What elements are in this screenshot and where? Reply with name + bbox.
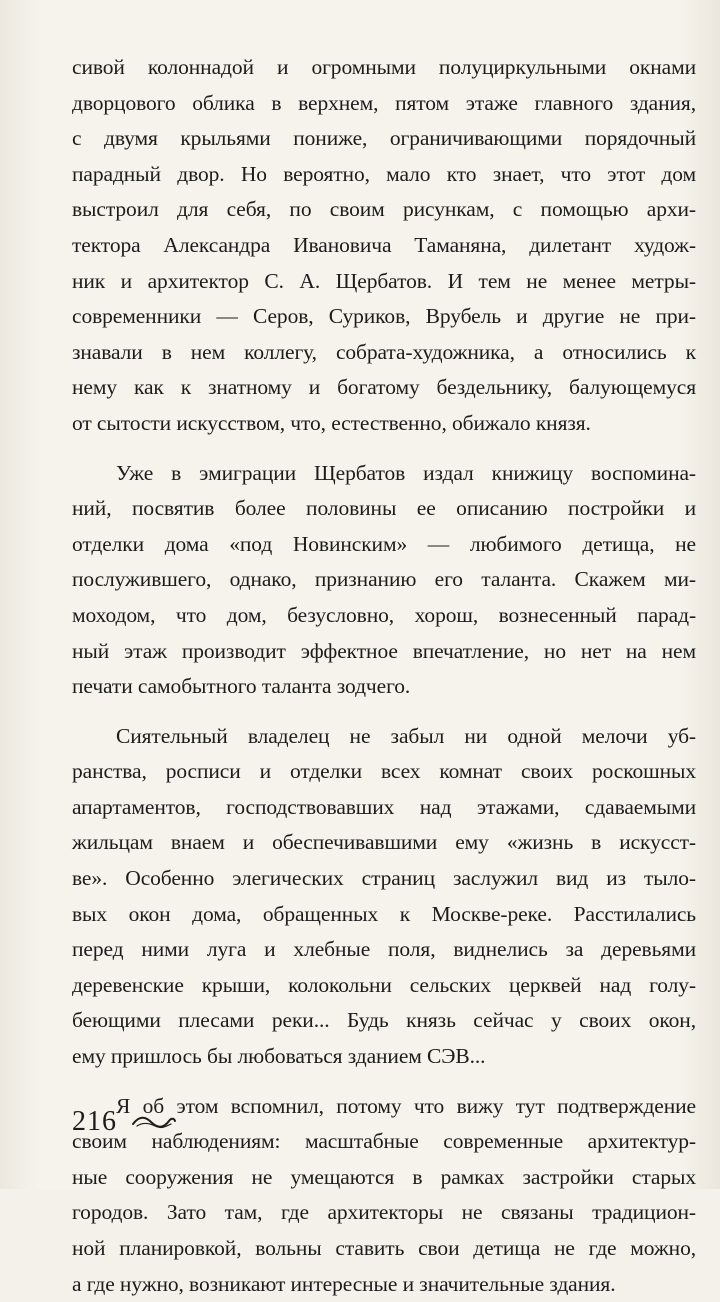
text-line: дворцового облика в верхнем, пятом этаже главного здания, xyxy=(72,90,696,115)
paragraph-3 xyxy=(72,719,696,1075)
text-line: своим наблюдениям: масштабные современные архитектур- xyxy=(72,1129,696,1154)
paragraph-1 xyxy=(72,50,696,442)
text-line: тектора Александра Ивановича Таманяна, дилетант худож- xyxy=(72,232,696,257)
text-line: выстроил для себя, по своим рисункам, с помощью архи- xyxy=(72,197,696,222)
text-line: знавали в нем коллегу, собрата-художника, а относились к xyxy=(72,339,696,364)
text-line: городов. Зато там, где архитекторы не связаны традицион- xyxy=(72,1200,696,1225)
page-footer xyxy=(72,1108,177,1136)
text-line: апартаментов, господствовавших над этажами, сдаваемыми xyxy=(72,794,696,819)
text-line: вых окон дома, обращенных к Москве-реке. Расстилались xyxy=(72,901,696,926)
text-line: ранства, росписи и отделки всех комнат своих роскошных xyxy=(72,759,696,784)
page-number: 216 xyxy=(72,1106,117,1137)
text-line: Сиятельный владелец не забыл ни одной мелочи уб- xyxy=(116,723,696,748)
swash-ornament-icon xyxy=(131,1113,177,1131)
paragraph-2 xyxy=(72,456,696,705)
text-line: беющими плесами реки... Будь князь сейчас у своих окон, xyxy=(72,1008,696,1033)
text-line: перед ними луга и хлебные поля, виднелись за деревьями xyxy=(72,937,696,962)
text-line: с двумя крыльями пониже, ограничивающими порядочный xyxy=(72,126,696,151)
text-line: моходом, что дом, безусловно, хорош, вознесенный парад- xyxy=(72,602,696,627)
text-line: печати самобытного таланта зодчего. xyxy=(72,674,411,699)
text-line: отделки дома «под Новинским» — любимого детища, не xyxy=(72,531,696,556)
text-line: современники — Серов, Суриков, Врубель и другие не при- xyxy=(72,304,696,329)
text-line: а где нужно, возникают интересные и значительные здания. xyxy=(72,1271,616,1296)
text-line: Я об этом вспомнил, потому что вижу тут подтверждение xyxy=(116,1093,696,1118)
text-line: ные сооружения не умещаются в рамках застройки старых xyxy=(72,1164,696,1189)
text-line: жильцам внаем и обеспечивавшими ему «жизнь в искусст- xyxy=(72,830,696,855)
text-line: ник и архитектор С. А. Щербатов. И тем не менее метры- xyxy=(72,268,696,293)
text-line: нему как к знатному и богатому бездельнику, балующемуся xyxy=(72,375,696,400)
text-line: парадный двор. Но вероятно, мало кто знает, что этот дом xyxy=(72,161,696,186)
text-line: сивой колоннадой и огромными полуциркульными окнами xyxy=(72,55,696,79)
text-line: послужившего, однако, признанию его таланта. Скажем ми- xyxy=(72,567,696,592)
text-line: ный этаж производит эффектное впечатление, но нет на нем xyxy=(72,638,696,663)
text-line: ве». Особенно элегических страниц заслужил вид из тыло- xyxy=(72,866,696,891)
text-line: от сытости искусством, что, естественно, обижало князя. xyxy=(72,410,591,435)
text-line: деревенские крыши, колокольни сельских церквей над голу- xyxy=(72,972,696,997)
text-line: ему пришлось бы любоваться зданием СЭВ... xyxy=(72,1044,486,1069)
text-line: Уже в эмиграции Щербатов издал книжицу воспомина- xyxy=(116,460,696,485)
text-line: ний, посвятив более половины ее описанию постройки и xyxy=(72,496,696,521)
text-line: ной планировкой, вольны ставить свои детища не где можно, xyxy=(72,1236,696,1260)
